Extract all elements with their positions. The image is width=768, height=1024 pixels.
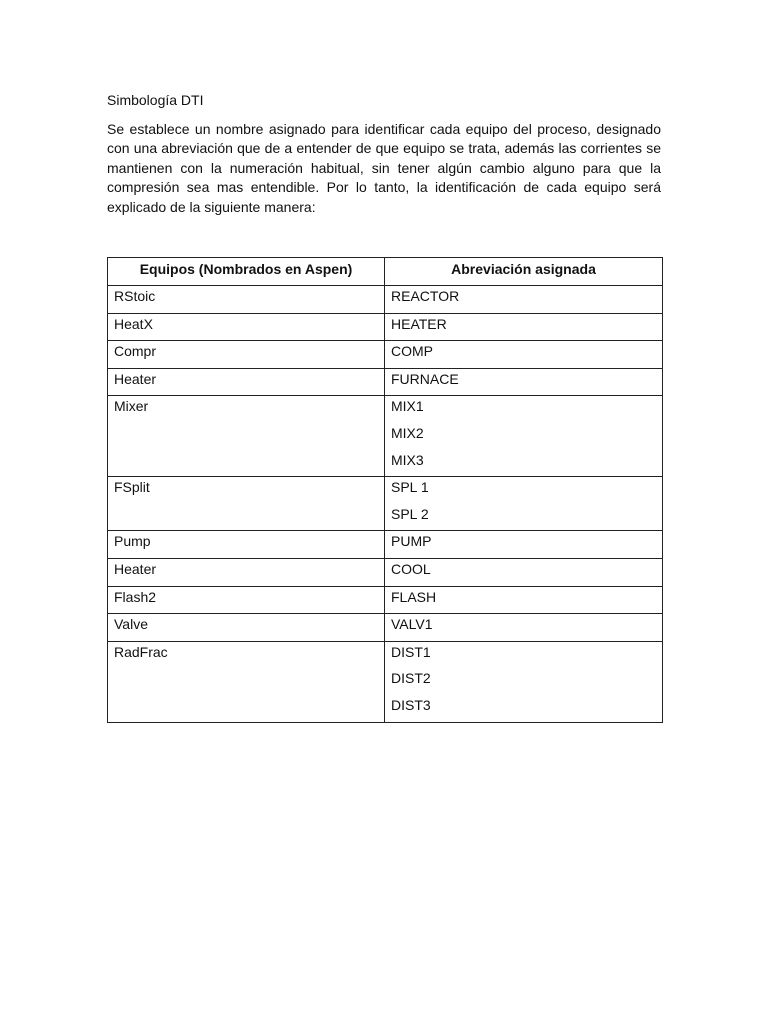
equipment-name: RStoic [114, 288, 156, 304]
table-body [108, 286, 663, 723]
table-row [108, 477, 663, 531]
equipment-cell [108, 586, 385, 614]
equipment-table [107, 257, 663, 723]
table-row [108, 396, 663, 477]
document-page [107, 90, 661, 713]
table-header-row [108, 258, 663, 286]
table-row [108, 586, 663, 614]
abbreviation-value: MIX1 [391, 398, 424, 415]
intro-paragraph: Se establece un nombre asignado para identificar cada equipo del proceso, designado con una abreviación que de a entender de que equipo se trata, además las corrientes se mantienen con la numeración habitual, sin tener algún cambio alguno para que la compresión sea mas entendible. Por lo tanto, la identificación de cada equipo será explicado de la siguiente manera: [107, 121, 661, 215]
header-abbreviation: Abreviación asignada [385, 258, 663, 286]
table-row [108, 558, 663, 586]
table-row [108, 368, 663, 396]
abbreviation-value: VALV1 [391, 616, 433, 633]
equipment-cell [108, 477, 385, 531]
abbreviation-cell [385, 531, 663, 559]
abbreviation-cell [385, 368, 663, 396]
table-row [108, 641, 663, 722]
table-row [108, 341, 663, 369]
abbreviation-cell [385, 614, 663, 642]
equipment-cell [108, 531, 385, 559]
table-row [108, 614, 663, 642]
equipment-name: Valve [114, 616, 148, 633]
document-title: Simbología DTI [107, 92, 204, 108]
abbreviation-cell [385, 477, 663, 531]
equipment-cell [108, 396, 385, 477]
equipment-name: HeatX [114, 315, 153, 332]
abbreviation-value: DIST3 [391, 696, 431, 713]
abbreviation-value: MIX2 [391, 424, 424, 441]
abbreviation-cell [385, 313, 663, 341]
equipment-name: Heater [114, 370, 157, 387]
abbreviation-value: FLASH [391, 588, 437, 605]
abbreviation-cell [385, 341, 663, 369]
equipment-cell [108, 558, 385, 586]
abbreviation-value: COMP [391, 343, 433, 360]
equipment-cell [108, 286, 385, 314]
abbreviation-cell [385, 558, 663, 586]
equipment-name: Flash2 [114, 588, 157, 605]
table-row [108, 286, 663, 314]
equipment-name: Pump [114, 533, 151, 550]
abbreviation-value: SPL 2 [391, 505, 429, 522]
abbreviation-value: DIST1 [391, 643, 431, 660]
abbreviation-value: SPL 1 [391, 479, 429, 496]
equipment-name: Heater [114, 560, 157, 577]
abbreviation-cell [385, 586, 663, 614]
abbreviation-cell [385, 396, 663, 477]
equipment-name: FSplit [114, 479, 150, 496]
table-row [108, 313, 663, 341]
equipment-name: Compr [114, 343, 157, 360]
abbreviation-value: COOL [391, 560, 431, 577]
equipment-cell [108, 641, 385, 722]
abbreviation-cell [385, 641, 663, 722]
equipment-name: Mixer [114, 398, 149, 415]
abbreviation-value: REACTOR [391, 288, 460, 304]
equipment-cell [108, 368, 385, 396]
equipment-cell [108, 313, 385, 341]
abbreviation-value: FURNACE [391, 370, 459, 387]
equipment-cell [108, 341, 385, 369]
table-row [108, 531, 663, 559]
equipment-cell [108, 614, 385, 642]
header-equipment: Equipos (Nombrados en Aspen) [108, 258, 385, 286]
abbreviation-value: MIX3 [391, 451, 424, 468]
abbreviation-value: PUMP [391, 533, 432, 550]
abbreviation-cell [385, 286, 663, 314]
abbreviation-value: DIST2 [391, 670, 431, 687]
equipment-name: RadFrac [114, 643, 168, 660]
abbreviation-value: HEATER [391, 315, 447, 332]
